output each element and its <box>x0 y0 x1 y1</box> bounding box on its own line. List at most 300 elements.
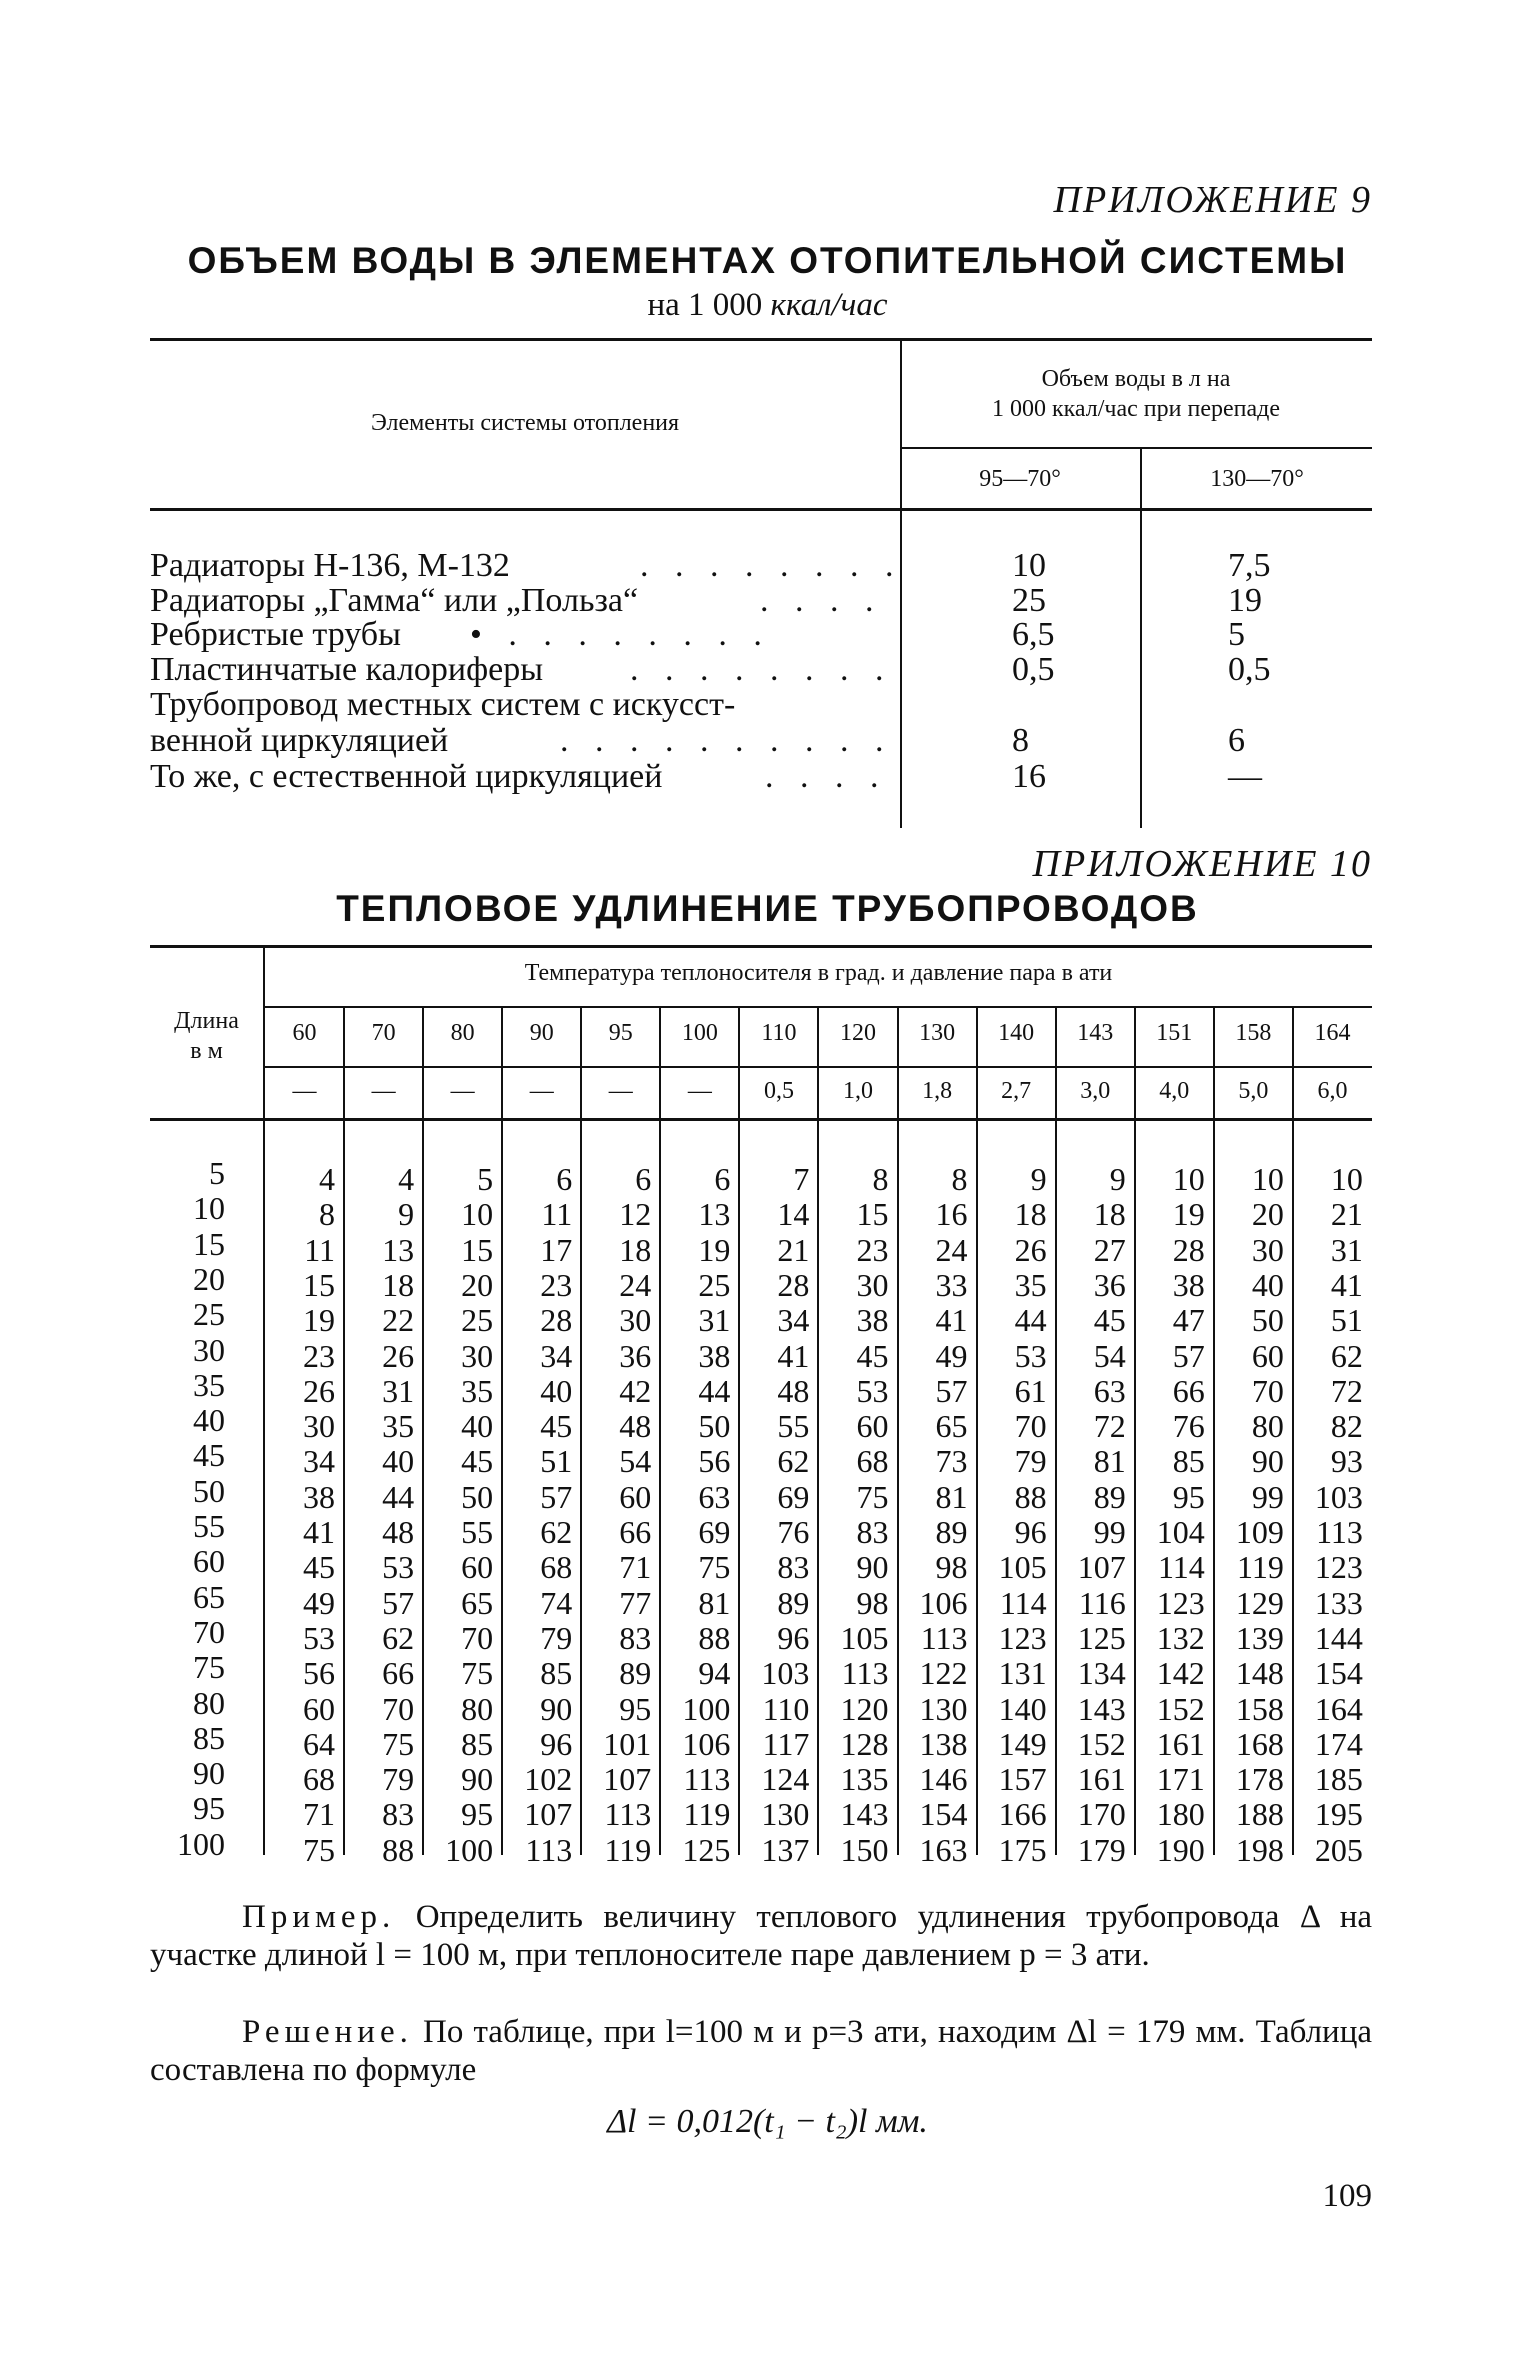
elongation-value: 113 <box>920 1619 968 1656</box>
elongation-value: 31 <box>1330 1231 1363 1268</box>
pressure-header: 1,8 <box>922 1078 953 1104</box>
elongation-value: 54 <box>619 1443 652 1480</box>
elongation-value: 60 <box>619 1478 652 1515</box>
temp-header: 140 <box>998 1020 1035 1046</box>
elongation-value: 79 <box>1014 1443 1047 1480</box>
elongation-value: 8 <box>951 1161 968 1197</box>
elongation-value: 57 <box>1172 1337 1205 1374</box>
elongation-value: 102 <box>524 1761 573 1798</box>
elongation-value: 152 <box>1077 1725 1126 1762</box>
temp-header: 60 <box>292 1020 317 1046</box>
elongation-value: 19 <box>1172 1196 1205 1233</box>
elongation-value: 106 <box>919 1584 968 1621</box>
elongation-value: 146 <box>919 1761 968 1798</box>
elongation-value: 89 <box>1093 1478 1126 1515</box>
elongation-value: 9 <box>1030 1161 1047 1197</box>
length-value: 45 <box>193 1437 225 1474</box>
elongation-value: 89 <box>777 1584 810 1621</box>
elongation-value: 60 <box>303 1690 335 1727</box>
elongation-value: 23 <box>303 1337 335 1374</box>
elongation-value: 68 <box>540 1549 573 1586</box>
elongation-value: 12 <box>619 1196 652 1233</box>
elongation-value: 70 <box>1014 1408 1047 1445</box>
elongation-value: 18 <box>1093 1196 1126 1233</box>
elongation-value: 62 <box>1330 1337 1363 1374</box>
elongation-value: 26 <box>382 1337 415 1374</box>
elongation-value: 134 <box>1077 1655 1126 1692</box>
elongation-value: 72 <box>1093 1408 1126 1445</box>
value-95-70: 16 <box>1012 758 1046 795</box>
elongation-value: 45 <box>540 1408 573 1445</box>
elongation-value: 19 <box>303 1302 335 1339</box>
elongation-value: 163 <box>919 1831 968 1868</box>
elongation-value: 135 <box>840 1761 889 1798</box>
elongation-value: 63 <box>1093 1372 1126 1409</box>
elongation-value: 13 <box>382 1231 415 1268</box>
elongation-value: 20 <box>461 1266 494 1303</box>
elongation-value: 41 <box>777 1337 810 1374</box>
elongation-value: 38 <box>1172 1266 1205 1303</box>
elongation-value: 10 <box>1330 1161 1363 1197</box>
elongation-value: 133 <box>1314 1584 1363 1621</box>
pressure-header: 3,0 <box>1080 1078 1111 1104</box>
elongation-value: 8 <box>319 1196 335 1233</box>
elongation-value: 104 <box>1156 1514 1205 1550</box>
elongation-value: 119 <box>1237 1549 1284 1586</box>
elongation-value: 110 <box>762 1690 810 1727</box>
elongation-value: 54 <box>1093 1337 1126 1374</box>
elongation-value: 48 <box>619 1408 652 1445</box>
appendix-9-label: ПРИЛОЖЕНИЕ 9 <box>1053 179 1372 221</box>
elongation-value: 107 <box>603 1761 652 1798</box>
elongation-value: 101 <box>603 1725 652 1762</box>
elongation-value: 100 <box>682 1690 731 1727</box>
elongation-value: 125 <box>682 1831 731 1868</box>
temp-header: 100 <box>681 1020 718 1046</box>
value-130-70: 19 <box>1228 582 1262 619</box>
elongation-value: 4 <box>398 1161 415 1197</box>
elongation-value: 15 <box>856 1196 889 1233</box>
elongation-value: 62 <box>777 1443 810 1480</box>
elongation-value: 75 <box>461 1655 494 1692</box>
length-header-2: в м <box>190 1038 223 1064</box>
elongation-value: 117 <box>762 1725 810 1762</box>
pressure-header: 6,0 <box>1317 1078 1348 1104</box>
elongation-value: 152 <box>1156 1690 1205 1727</box>
elongation-value: 69 <box>698 1514 731 1550</box>
elongation-value: 28 <box>777 1266 810 1303</box>
elongation-value: 70 <box>382 1690 415 1727</box>
elongation-value: 66 <box>1172 1372 1205 1409</box>
solution-text: По таблице, при l=100 м и p=3 ати, находим Δl = 179 мм. Таблица составлена по формуле <box>150 2014 1373 2088</box>
elongation-value: 66 <box>619 1514 652 1550</box>
elongation-value: 6 <box>635 1161 652 1197</box>
value-95-70: 6,5 <box>1012 616 1055 653</box>
elongation-value: 38 <box>856 1302 889 1339</box>
elongation-value: 36 <box>619 1337 652 1374</box>
pressure-header: 5,0 <box>1238 1078 1269 1104</box>
elongation-value: 148 <box>1235 1655 1284 1692</box>
elongation-value: 56 <box>303 1655 335 1692</box>
elongation-value: 23 <box>540 1266 573 1303</box>
pressure-header: — <box>687 1078 712 1104</box>
pressure-header: 0,5 <box>763 1078 794 1104</box>
elongation-value: 49 <box>935 1337 968 1374</box>
elongation-value: 99 <box>1093 1514 1126 1550</box>
elongation-value: 140 <box>998 1690 1047 1727</box>
elongation-value: 21 <box>1330 1196 1363 1233</box>
elongation-value: 62 <box>540 1514 573 1550</box>
elongation-value: 61 <box>1014 1372 1047 1409</box>
elongation-value: 35 <box>1014 1266 1047 1303</box>
elongation-value: 70 <box>1251 1372 1284 1409</box>
elongation-value: 18 <box>1014 1196 1047 1233</box>
elongation-value: 161 <box>1077 1761 1126 1798</box>
elongation-value: 113 <box>841 1655 889 1692</box>
pressure-header: — <box>292 1078 317 1104</box>
temp-header: 80 <box>450 1020 475 1046</box>
elongation-value: 53 <box>1014 1337 1047 1374</box>
elongation-value: 17 <box>540 1231 573 1268</box>
value-130-70: — <box>1228 758 1262 795</box>
elongation-value: 9 <box>1109 1161 1126 1197</box>
elongation-value: 45 <box>461 1443 494 1480</box>
elongation-value: 28 <box>1172 1231 1205 1268</box>
elongation-value: 120 <box>840 1690 889 1727</box>
elongation-value: 30 <box>619 1302 652 1339</box>
elongation-value: 55 <box>461 1514 494 1550</box>
col-elements-header: Элементы системы отопления <box>370 410 680 436</box>
elongation-value: 81 <box>935 1478 968 1515</box>
length-value: 65 <box>193 1578 225 1615</box>
elongation-value: 103 <box>761 1655 810 1692</box>
elongation-value: 83 <box>777 1549 810 1586</box>
row-leader-dots: . . . . . . . . . . <box>560 722 893 759</box>
elongation-value: 98 <box>856 1584 889 1621</box>
elongation-value: 79 <box>540 1619 573 1656</box>
length-value: 70 <box>193 1613 225 1650</box>
elongation-value: 70 <box>461 1619 494 1656</box>
elongation-value: 107 <box>1077 1549 1126 1586</box>
elongation-value: 6 <box>556 1161 573 1197</box>
elongation-value: 71 <box>619 1549 652 1586</box>
elongation-value: 68 <box>856 1443 889 1480</box>
elongation-value: 80 <box>1251 1408 1284 1445</box>
row-leader-dots: . . . . <box>760 582 883 619</box>
temperature-pressure-header: Температура теплоносителя в град. и давление пара в ати <box>524 960 1113 986</box>
elongation-value: 123 <box>1156 1584 1205 1621</box>
elongation-value: 180 <box>1156 1796 1205 1833</box>
row-label: Радиаторы Н-136, М-132 <box>150 547 510 584</box>
elongation-value: 88 <box>1014 1478 1047 1515</box>
elongation-value: 60 <box>1251 1337 1284 1374</box>
length-header-1: Длина <box>174 1008 239 1034</box>
elongation-value: 10 <box>1251 1161 1284 1197</box>
subtitle-prefix: на 1 000 <box>647 287 763 323</box>
appendix-9-subtitle <box>0 287 1535 324</box>
length-value: 90 <box>193 1755 225 1792</box>
elongation-value: 168 <box>1235 1725 1284 1762</box>
elongation-value: 164 <box>1314 1690 1363 1727</box>
elongation-value: 65 <box>461 1584 494 1621</box>
elongation-value: 44 <box>698 1372 731 1409</box>
elongation-value: 83 <box>382 1796 415 1833</box>
elongation-value: 34 <box>303 1443 335 1480</box>
elongation-value: 95 <box>619 1690 652 1727</box>
elongation-value: 154 <box>1314 1655 1363 1692</box>
elongation-value: 76 <box>777 1514 810 1550</box>
elongation-value: 82 <box>1330 1408 1363 1445</box>
elongation-value: 142 <box>1156 1655 1205 1692</box>
elongation-value: 73 <box>935 1443 968 1480</box>
elongation-value: 53 <box>382 1549 415 1586</box>
temp-header: 151 <box>1156 1020 1193 1046</box>
elongation-value: 105 <box>998 1549 1047 1586</box>
elongation-value: 99 <box>1251 1478 1284 1515</box>
temp-header: 90 <box>529 1020 554 1046</box>
elongation-value: 75 <box>856 1478 889 1515</box>
elongation-value: 45 <box>1093 1302 1126 1339</box>
elongation-value: 85 <box>540 1655 573 1692</box>
row-label: Радиаторы „Гамма“ или „Польза“ <box>150 582 639 619</box>
subtitle-unit: ккал/час <box>770 287 888 323</box>
elongation-value: 116 <box>1078 1584 1126 1621</box>
elongation-value: 103 <box>1314 1478 1363 1515</box>
temp-header: 95 <box>608 1020 633 1046</box>
elongation-value: 36 <box>1093 1266 1126 1303</box>
appendix-10-title: ТЕПЛОВОЕ УДЛИНЕНИЕ ТРУБОПРОВОДОВ <box>336 888 1199 929</box>
elongation-value: 10 <box>1172 1161 1205 1197</box>
length-value: 10 <box>193 1190 225 1227</box>
row-leader-dots: • . . . . . . . . <box>470 616 771 653</box>
elongation-value: 35 <box>382 1408 415 1445</box>
temp-header: 120 <box>840 1020 877 1046</box>
elongation-value: 11 <box>304 1231 335 1268</box>
elongation-value: 13 <box>698 1196 731 1233</box>
elongation-value: 30 <box>1251 1231 1284 1268</box>
elongation-value: 105 <box>840 1619 889 1656</box>
elongation-value: 74 <box>540 1584 573 1621</box>
elongation-value: 114 <box>999 1584 1047 1621</box>
length-value: 35 <box>193 1366 225 1403</box>
example-paragraph <box>150 1898 1372 1974</box>
elongation-value: 106 <box>682 1725 731 1762</box>
pressure-header: — <box>529 1078 554 1104</box>
elongation-value: 137 <box>761 1831 810 1868</box>
elongation-value: 171 <box>1156 1761 1205 1798</box>
elongation-value: 178 <box>1235 1761 1284 1798</box>
elongation-value: 53 <box>303 1619 335 1656</box>
elongation-value: 190 <box>1156 1831 1205 1868</box>
elongation-value: 51 <box>540 1443 573 1480</box>
elongation-value: 130 <box>761 1796 810 1833</box>
elongation-value: 27 <box>1093 1231 1126 1268</box>
elongation-value: 49 <box>303 1584 335 1621</box>
elongation-value: 83 <box>856 1514 889 1550</box>
elongation-value: 20 <box>1251 1196 1284 1233</box>
elongation-value: 130 <box>919 1690 968 1727</box>
elongation-value: 41 <box>303 1514 335 1550</box>
elongation-value: 128 <box>840 1725 889 1762</box>
elongation-value: 38 <box>303 1478 335 1515</box>
elongation-value: 188 <box>1235 1796 1284 1833</box>
elongation-value: 93 <box>1330 1443 1363 1480</box>
temp-header: 164 <box>1314 1020 1351 1046</box>
elongation-value: 161 <box>1156 1725 1205 1762</box>
elongation-value: 14 <box>777 1196 810 1233</box>
elongation-value: 42 <box>619 1372 652 1409</box>
elongation-value: 10 <box>461 1196 494 1233</box>
length-value: 60 <box>193 1543 225 1580</box>
value-95-70: 25 <box>1012 582 1046 619</box>
elongation-value: 88 <box>698 1619 731 1656</box>
length-value: 5 <box>209 1155 225 1191</box>
elongation-value: 113 <box>683 1761 731 1798</box>
elongation-value: 119 <box>604 1831 652 1868</box>
length-value: 95 <box>193 1790 225 1827</box>
elongation-value: 96 <box>777 1619 810 1656</box>
elongation-value: 149 <box>998 1725 1047 1762</box>
col-95-70-header: 95—70° <box>979 466 1061 492</box>
elongation-value: 24 <box>619 1266 652 1303</box>
elongation-value: 174 <box>1314 1725 1363 1762</box>
elongation-value: 44 <box>1014 1302 1047 1339</box>
elongation-value: 100 <box>445 1831 494 1868</box>
elongation-value: 76 <box>1172 1408 1205 1445</box>
elongation-value: 40 <box>461 1408 494 1445</box>
elongation-value: 33 <box>935 1266 968 1303</box>
elongation-value: 31 <box>698 1302 731 1339</box>
elongation-value: 113 <box>1316 1514 1363 1550</box>
elongation-value: 30 <box>303 1408 335 1445</box>
length-value: 55 <box>193 1508 225 1544</box>
length-value: 85 <box>193 1719 225 1756</box>
elongation-value: 77 <box>619 1584 652 1621</box>
row-label: Пластинчатые калориферы <box>150 651 544 688</box>
elongation-value: 65 <box>935 1408 968 1445</box>
elongation-value: 90 <box>1251 1443 1284 1480</box>
row-leader-dots: . . . . . . . . <box>630 651 893 688</box>
elongation-value: 132 <box>1156 1619 1205 1656</box>
elongation-value: 80 <box>461 1690 494 1727</box>
elongation-value: 94 <box>698 1655 731 1692</box>
elongation-value: 28 <box>540 1302 573 1339</box>
row-leader-dots: . . . . . . . . <box>640 547 903 584</box>
elongation-value: 45 <box>303 1549 335 1586</box>
row-leader-dots: . . . . <box>765 758 888 795</box>
elongation-value: 157 <box>998 1761 1047 1798</box>
elongation-value: 170 <box>1077 1796 1126 1833</box>
elongation-value: 107 <box>524 1796 573 1833</box>
elongation-value: 25 <box>698 1266 731 1303</box>
elongation-value: 96 <box>540 1725 573 1762</box>
elongation-value: 89 <box>619 1655 652 1692</box>
elongation-value: 22 <box>382 1302 415 1339</box>
elongation-value: 56 <box>698 1443 731 1480</box>
elongation-value: 68 <box>303 1761 335 1798</box>
elongation-value: 75 <box>382 1725 415 1762</box>
elongation-value: 8 <box>872 1161 889 1197</box>
elongation-value: 75 <box>698 1549 731 1586</box>
col-volume-header-2: 1 000 ккал/час при перепаде <box>991 396 1281 422</box>
elongation-value: 5 <box>477 1161 494 1197</box>
elongation-value: 158 <box>1235 1690 1284 1727</box>
elongation-value: 90 <box>540 1690 573 1727</box>
elongation-value: 96 <box>1014 1514 1047 1550</box>
elongation-value: 123 <box>998 1619 1047 1656</box>
elongation-value: 198 <box>1235 1831 1284 1868</box>
elongation-value: 75 <box>303 1831 335 1868</box>
elongation-value: 63 <box>698 1478 731 1515</box>
elongation-value: 48 <box>777 1372 810 1409</box>
elongation-value: 47 <box>1172 1302 1205 1339</box>
elongation-value: 83 <box>619 1619 652 1656</box>
col-130-70-header: 130—70° <box>1210 466 1304 492</box>
elongation-value: 18 <box>619 1231 652 1268</box>
elongation-value: 15 <box>461 1231 494 1268</box>
value-130-70: 0,5 <box>1228 651 1271 688</box>
pressure-header: 4,0 <box>1159 1078 1190 1104</box>
elongation-value: 7 <box>793 1161 810 1197</box>
col-volume-header-1: Объем воды в л на <box>1041 366 1231 392</box>
formula: Δl = 0,012(t₁ − t₂)l мм. <box>607 2103 928 2140</box>
elongation-value: 53 <box>856 1372 889 1409</box>
pressure-header: — <box>608 1078 633 1104</box>
length-value: 50 <box>193 1472 225 1509</box>
elongation-value: 31 <box>382 1372 415 1409</box>
solution-lead: Решение. <box>242 2014 413 2050</box>
elongation-value: 124 <box>761 1761 810 1798</box>
length-value: 100 <box>177 1825 225 1862</box>
elongation-value: 41 <box>1330 1266 1363 1303</box>
elongation-value: 26 <box>303 1372 335 1409</box>
pressure-header: — <box>450 1078 475 1104</box>
elongation-value: 57 <box>540 1478 573 1515</box>
elongation-value: 34 <box>777 1302 810 1339</box>
elongation-value: 15 <box>303 1266 335 1303</box>
elongation-value: 125 <box>1077 1619 1126 1656</box>
temp-header: 110 <box>761 1020 797 1046</box>
elongation-value: 90 <box>461 1761 494 1798</box>
elongation-value: 72 <box>1330 1372 1363 1409</box>
pressure-header: 2,7 <box>1001 1078 1032 1104</box>
appendix-9-title: ОБЪЕМ ВОДЫ В ЭЛЕМЕНТАХ ОТОПИТЕЛЬНОЙ СИСТЕМЫ <box>187 240 1348 281</box>
elongation-value: 64 <box>303 1725 335 1762</box>
elongation-value: 98 <box>935 1549 968 1586</box>
elongation-value: 138 <box>919 1725 968 1762</box>
row-label: Трубопровод местных систем с искусст- <box>150 686 736 723</box>
elongation-value: 113 <box>604 1796 652 1833</box>
row-label: Ребристые трубы <box>150 616 401 653</box>
elongation-value: 57 <box>382 1584 415 1621</box>
length-value: 30 <box>193 1331 225 1368</box>
elongation-value: 18 <box>382 1266 415 1303</box>
elongation-value: 143 <box>840 1796 889 1833</box>
elongation-value: 57 <box>935 1372 968 1409</box>
length-value: 75 <box>193 1649 225 1686</box>
temp-header: 130 <box>919 1020 956 1046</box>
elongation-value: 9 <box>398 1196 415 1233</box>
elongation-value: 48 <box>382 1514 415 1550</box>
elongation-value: 40 <box>1251 1266 1284 1303</box>
elongation-value: 179 <box>1077 1831 1126 1868</box>
elongation-value: 30 <box>461 1337 494 1374</box>
elongation-value: 185 <box>1314 1761 1363 1798</box>
elongation-value: 69 <box>777 1478 810 1515</box>
length-value: 80 <box>193 1684 225 1721</box>
elongation-value: 38 <box>698 1337 731 1374</box>
elongation-value: 71 <box>303 1796 335 1833</box>
